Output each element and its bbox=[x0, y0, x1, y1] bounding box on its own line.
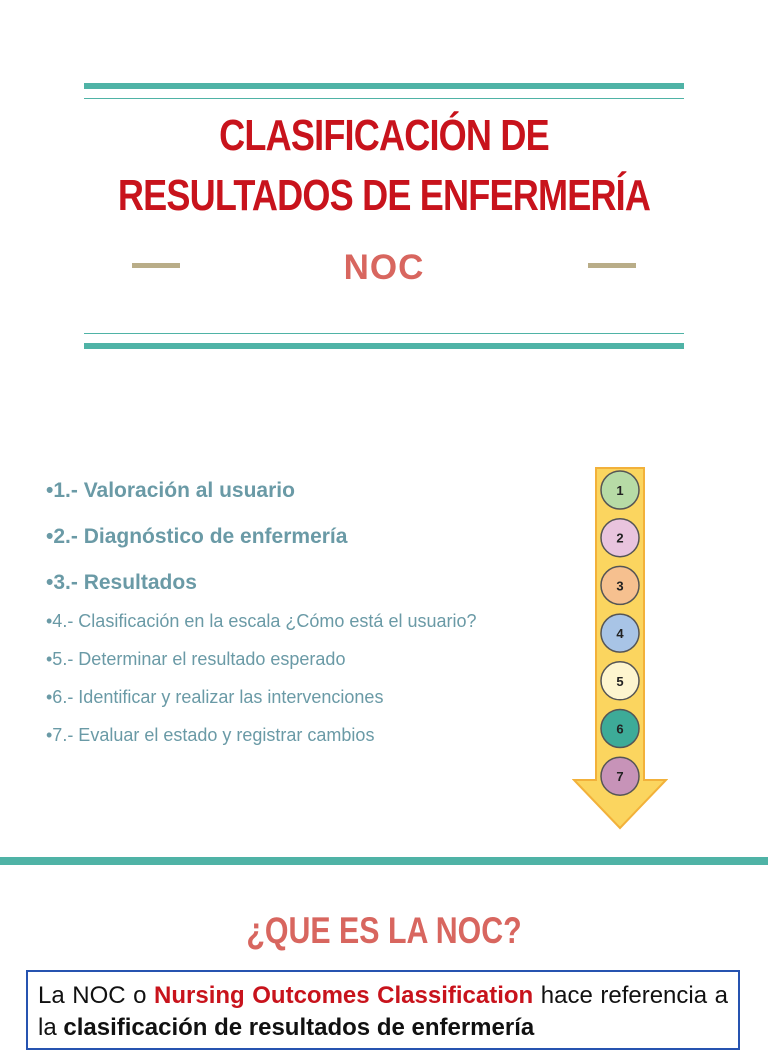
definition-start: La NOC o bbox=[38, 982, 155, 1009]
definition-bold: clasificación de resultados de enfermería bbox=[63, 1014, 535, 1041]
down-arrow-steps-graphic bbox=[572, 466, 668, 832]
step-item-4: •4.- Clasificación en la escala ¿Cómo está el usuario? bbox=[46, 611, 477, 631]
step-item-2: •2.- Diagnóstico de enfermería bbox=[46, 525, 348, 548]
step-circle-number-2: 2 bbox=[616, 530, 624, 546]
section-title: ¿QUE ES LA NOC? bbox=[246, 910, 522, 951]
step-item-7: •7.- Evaluar el estado y registrar cambios bbox=[46, 725, 375, 745]
step-item-3: •3.- Resultados bbox=[46, 571, 197, 594]
step-circle-number-3: 3 bbox=[616, 578, 624, 594]
right-dash-ornament bbox=[588, 263, 636, 268]
top-rule-thin bbox=[84, 98, 684, 99]
bottom-rule-thick bbox=[84, 343, 684, 349]
step-item-1: •1.- Valoración al usuario bbox=[46, 479, 295, 502]
step-circle-number-4: 4 bbox=[616, 626, 624, 642]
definition-box bbox=[26, 970, 740, 1050]
bottom-rule-thin bbox=[84, 333, 684, 334]
definition-mid: hace referencia a la bbox=[38, 982, 728, 1041]
steps-list bbox=[46, 478, 516, 754]
page-title-line-1: CLASIFICACIÓN DE bbox=[219, 111, 549, 160]
step-circle-number-1: 1 bbox=[616, 483, 624, 498]
section-divider bbox=[0, 857, 768, 865]
step-item-5: •5.- Determinar el resultado esperado bbox=[46, 649, 346, 669]
step-circle-number-5: 5 bbox=[616, 673, 624, 689]
definition-highlight: Nursing Outcomes Classification bbox=[154, 982, 534, 1009]
step-circle-number-7: 7 bbox=[616, 769, 624, 785]
subtitle: NOC bbox=[343, 248, 425, 287]
step-circle-number-6: 6 bbox=[616, 721, 624, 737]
top-rule-thick bbox=[84, 83, 684, 89]
page-title-line-2: RESULTADOS DE ENFERMERÍA bbox=[117, 171, 651, 220]
step-item-6: •6.- Identificar y realizar las intervenciones bbox=[46, 687, 384, 707]
